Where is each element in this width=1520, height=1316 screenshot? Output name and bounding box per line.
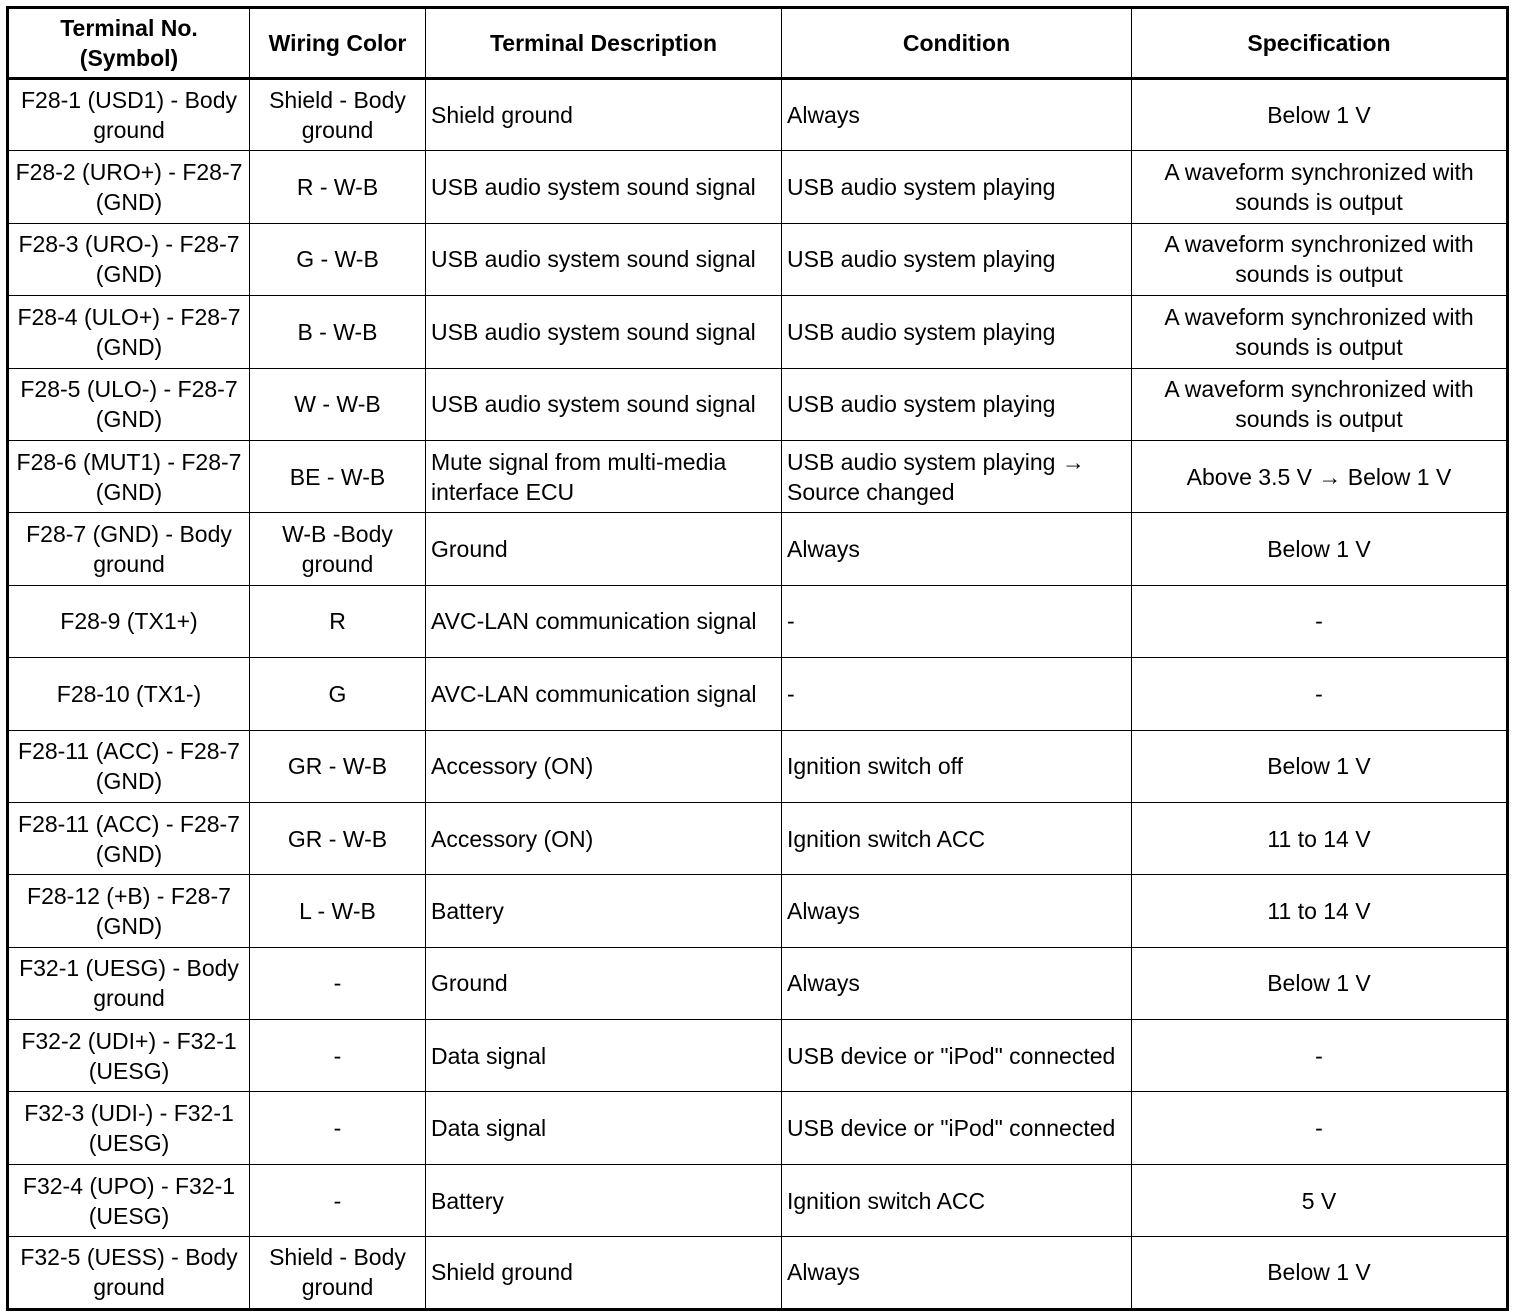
table-row [8,585,1508,657]
table-row [8,1237,1508,1309]
cell-specification: 11 to 14 V [1132,802,1508,874]
cell-specification: 11 to 14 V [1132,875,1508,947]
cell-specification: - [1132,1020,1508,1092]
table-row [8,947,1508,1019]
cell-wiring-color: GR - W-B [250,802,426,874]
table-row [8,151,1508,223]
cell-terminal-description: USB audio system sound signal [426,368,782,440]
cell-wiring-color: BE - W-B [250,440,426,512]
cell-condition: USB audio system playing [782,296,1132,368]
table-row [8,223,1508,295]
cell-terminal-description: Battery [426,875,782,947]
cell-terminal: F32-4 (UPO) - F32-1 (UESG) [8,1164,250,1236]
table-row [8,875,1508,947]
cell-terminal: F28-6 (MUT1) - F28-7 (GND) [8,440,250,512]
cell-terminal: F28-2 (URO+) - F28-7 (GND) [8,151,250,223]
header-wiring-color: Wiring Color [250,8,426,79]
cell-wiring-color: B - W-B [250,296,426,368]
header-condition: Condition [782,8,1132,79]
terminal-spec-sheet [6,6,1506,1308]
table-row [8,296,1508,368]
cell-terminal: F28-3 (URO-) - F28-7 (GND) [8,223,250,295]
cell-condition: Ignition switch ACC [782,802,1132,874]
cell-terminal-description: Accessory (ON) [426,802,782,874]
header-specification: Specification [1132,8,1508,79]
table-header [8,8,1508,79]
cell-condition: USB audio system playing [782,151,1132,223]
table-row [8,440,1508,512]
cell-terminal: F32-3 (UDI-) - F32-1 (UESG) [8,1092,250,1164]
terminal-spec-table [6,6,1509,1311]
cell-specification: A waveform synchronized with sounds is output [1132,151,1508,223]
cell-wiring-color: W - W-B [250,368,426,440]
cell-terminal: F28-11 (ACC) - F28-7 (GND) [8,730,250,802]
cell-wiring-color: Shield - Body ground [250,79,426,151]
cell-condition: Ignition switch off [782,730,1132,802]
cell-specification: A waveform synchronized with sounds is output [1132,296,1508,368]
cell-wiring-color: W-B -Body ground [250,513,426,585]
table-row [8,802,1508,874]
table-row [8,79,1508,151]
cell-specification: Below 1 V [1132,1237,1508,1309]
cell-terminal: F28-7 (GND) - Body ground [8,513,250,585]
cell-specification: Below 1 V [1132,79,1508,151]
cell-terminal: F32-1 (UESG) - Body ground [8,947,250,1019]
cell-terminal: F28-1 (USD1) - Body ground [8,79,250,151]
cell-terminal: F28-4 (ULO+) - F28-7 (GND) [8,296,250,368]
cell-terminal: F32-5 (UESS) - Body ground [8,1237,250,1309]
cell-specification: A waveform synchronized with sounds is output [1132,368,1508,440]
cell-wiring-color: G [250,658,426,730]
table-row [8,1092,1508,1164]
cell-terminal: F28-11 (ACC) - F28-7 (GND) [8,802,250,874]
cell-condition: - [782,658,1132,730]
cell-specification: - [1132,658,1508,730]
cell-terminal-description: Mute signal from multi-media interface ECU [426,440,782,512]
cell-condition: USB audio system playing [782,223,1132,295]
cell-wiring-color: - [250,1020,426,1092]
cell-condition: Always [782,513,1132,585]
cell-specification: Below 1 V [1132,947,1508,1019]
cell-condition: Always [782,875,1132,947]
cell-terminal-description: Accessory (ON) [426,730,782,802]
cell-terminal-description: USB audio system sound signal [426,151,782,223]
cell-specification: A waveform synchronized with sounds is output [1132,223,1508,295]
cell-wiring-color: R [250,585,426,657]
table-row [8,658,1508,730]
cell-terminal: F28-9 (TX1+) [8,585,250,657]
table-row [8,368,1508,440]
cell-terminal-description: AVC-LAN communication signal [426,658,782,730]
cell-wiring-color: - [250,1164,426,1236]
cell-condition: Always [782,947,1132,1019]
cell-condition: Ignition switch ACC [782,1164,1132,1236]
cell-condition: Always [782,1237,1132,1309]
cell-terminal: F28-10 (TX1-) [8,658,250,730]
cell-terminal-description: Ground [426,947,782,1019]
cell-terminal: F32-2 (UDI+) - F32-1 (UESG) [8,1020,250,1092]
cell-wiring-color: - [250,1092,426,1164]
header-terminal: Terminal No. (Symbol) [8,8,250,79]
cell-wiring-color: - [250,947,426,1019]
cell-terminal-description: AVC-LAN communication signal [426,585,782,657]
cell-wiring-color: G - W-B [250,223,426,295]
cell-wiring-color: L - W-B [250,875,426,947]
cell-condition: USB device or "iPod" connected [782,1020,1132,1092]
cell-condition: USB audio system playing [782,368,1132,440]
cell-terminal-description: Data signal [426,1092,782,1164]
cell-terminal-description: USB audio system sound signal [426,296,782,368]
cell-condition: - [782,585,1132,657]
cell-terminal-description: Ground [426,513,782,585]
cell-specification: - [1132,585,1508,657]
cell-terminal: F28-5 (ULO-) - F28-7 (GND) [8,368,250,440]
cell-specification: Above 3.5 V → Below 1 V [1132,440,1508,512]
table-row [8,730,1508,802]
table-row [8,1020,1508,1092]
cell-specification: - [1132,1092,1508,1164]
cell-wiring-color: Shield - Body ground [250,1237,426,1309]
cell-condition: Always [782,79,1132,151]
cell-condition: USB device or "iPod" connected [782,1092,1132,1164]
cell-terminal-description: Data signal [426,1020,782,1092]
cell-wiring-color: R - W-B [250,151,426,223]
cell-condition: USB audio system playing → Source changed [782,440,1132,512]
cell-wiring-color: GR - W-B [250,730,426,802]
cell-specification: Below 1 V [1132,513,1508,585]
table-row [8,1164,1508,1236]
cell-terminal-description: Battery [426,1164,782,1236]
cell-terminal: F28-12 (+B) - F28-7 (GND) [8,875,250,947]
table-row [8,513,1508,585]
cell-terminal-description: USB audio system sound signal [426,223,782,295]
cell-terminal-description: Shield ground [426,1237,782,1309]
header-terminal-description: Terminal Description [426,8,782,79]
cell-terminal-description: Shield ground [426,79,782,151]
table-body [8,79,1508,1310]
header-row [8,8,1508,79]
cell-specification: Below 1 V [1132,730,1508,802]
cell-specification: 5 V [1132,1164,1508,1236]
